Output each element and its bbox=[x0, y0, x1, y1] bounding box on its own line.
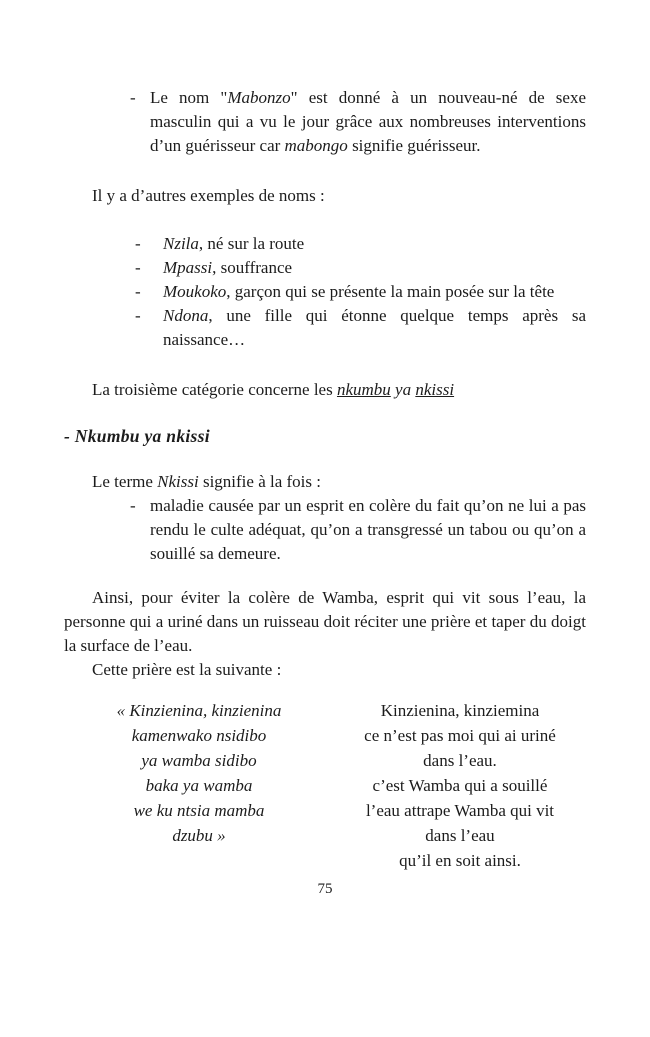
paragraph-examples-intro: Il y a d’autres exemples de noms : bbox=[92, 186, 325, 205]
term-moukoko: Moukoko bbox=[163, 282, 227, 301]
bullet-maladie bbox=[130, 494, 586, 566]
text-segment: Le terme bbox=[92, 472, 158, 491]
prayer-line: c’est Wamba qui a souillé bbox=[372, 776, 548, 795]
paragraph-prayer-intro: Cette prière est la suivante : bbox=[92, 660, 282, 679]
page-number: 75 bbox=[317, 881, 333, 897]
prayer-line: « Kinzienina, kinzienina bbox=[116, 701, 282, 720]
prayer-line: we ku ntsia mamba bbox=[133, 801, 265, 820]
bullet-dash: - bbox=[130, 88, 136, 107]
list-item bbox=[135, 280, 586, 304]
list-item bbox=[135, 304, 586, 352]
text-segment: signifie à la fois : bbox=[198, 472, 321, 491]
paragraph-mabonzo bbox=[130, 86, 586, 158]
list-item bbox=[135, 232, 586, 256]
text-segment: , né sur la route bbox=[198, 234, 305, 253]
prayer-line: dans l’eau. bbox=[423, 751, 497, 770]
term-mpassi: Mpassi bbox=[163, 258, 213, 277]
prayer-line: kamenwako nsidibo bbox=[131, 726, 267, 745]
paragraph-third-category bbox=[92, 378, 586, 402]
paragraph-wamba: Ainsi, pour éviter la colère de Wamba, esprit qui vit sous l’eau, la personne qui a uriné dans un ruisseau doit réciter une prière et taper du doigt la surface de l’eau. bbox=[64, 588, 586, 655]
section-heading-nkumbu-ya-nkissi: - Nkumbu ya nkissi bbox=[64, 426, 210, 446]
text-segment: " est donné à un nouveau-né de sexe masculin qui a vu le jour grâce aux nombreuses interventions d’un guérisseur car bbox=[150, 88, 587, 155]
prayer-line: baka ya wamba bbox=[145, 776, 253, 795]
prayer-line: ya wamba sidibo bbox=[141, 751, 257, 770]
text-segment: maladie causée par un esprit en colère du fait qu’on ne lui a pas rendu le culte adéquat, qu’on a transgressé un tabou ou qu’on a souillé sa demeure. bbox=[150, 496, 586, 563]
text-segment: , garçon qui se présente la main posée sur la tête bbox=[226, 282, 555, 301]
text-segment: Le nom " bbox=[150, 88, 228, 107]
prayer-block bbox=[64, 698, 586, 873]
text-segment: , une fille qui étonne quelque temps après sa naissance… bbox=[163, 306, 586, 349]
prayer-line: Kinzienina, kinziemina bbox=[380, 701, 540, 720]
prayer-line: qu’il en soit ainsi. bbox=[399, 851, 521, 870]
prayer-translation-column bbox=[334, 698, 586, 873]
bullet-dash: - bbox=[135, 306, 141, 325]
text-segment: , souffrance bbox=[212, 258, 293, 277]
term-nkissi: nkissi bbox=[415, 380, 455, 399]
prayer-original-column bbox=[64, 698, 334, 873]
paragraph-nkissi-definition bbox=[92, 470, 586, 494]
term-mabongo: mabongo bbox=[284, 136, 348, 155]
bullet-dash: - bbox=[135, 234, 141, 253]
name-examples-list bbox=[135, 232, 586, 352]
list-item bbox=[135, 256, 586, 280]
term-nzila: Nzila bbox=[163, 234, 199, 253]
prayer-line: l’eau attrape Wamba qui vit bbox=[365, 801, 555, 820]
bullet-dash: - bbox=[135, 258, 141, 277]
term-nkissi: Nkissi bbox=[157, 472, 199, 491]
text-segment: signifie guérisseur. bbox=[347, 136, 481, 155]
text-segment: La troisième catégorie concerne les bbox=[92, 380, 337, 399]
bullet-dash: - bbox=[135, 282, 141, 301]
bullet-dash: - bbox=[130, 496, 136, 515]
term-mabonzo: Mabonzo bbox=[227, 88, 291, 107]
prayer-line: dans l’eau bbox=[425, 826, 495, 845]
term-ndona: Ndona bbox=[163, 306, 209, 325]
prayer-line: dzubu » bbox=[172, 826, 226, 845]
prayer-line: ce n’est pas moi qui ai uriné bbox=[364, 726, 556, 745]
term-nkumbu: nkumbu bbox=[336, 380, 391, 399]
text-segment: ya bbox=[390, 380, 416, 399]
